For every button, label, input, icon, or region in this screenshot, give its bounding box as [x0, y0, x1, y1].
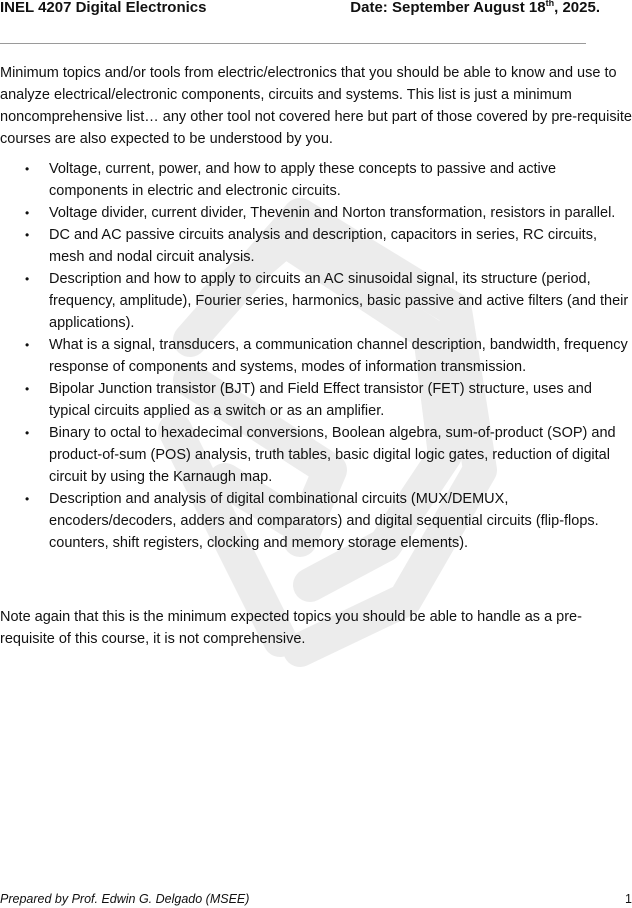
bullet-icon: • — [25, 206, 30, 220]
topic-text: Bipolar Junction transistor (BJT) and Field Effect transistor (FET) structure, uses and typical circuits applied as a switch or as an amplifier. — [49, 381, 592, 419]
prepared-by: Prepared by Prof. Edwin G. Delgado (MSEE) — [0, 892, 250, 906]
bullet-icon: • — [25, 272, 30, 286]
document-date — [350, 0, 600, 18]
bullet-icon: • — [25, 492, 30, 506]
date-ordinal-suffix: th — [545, 0, 555, 8]
bullet-icon: • — [25, 426, 30, 440]
topic-text: Voltage, current, power, and how to apply these concepts to passive and active components in electric and electronic circuits. — [49, 161, 557, 199]
bullet-icon: • — [25, 162, 30, 176]
page-header — [0, 0, 632, 20]
course-title: INEL 4207 Digital Electronics — [0, 0, 207, 16]
page-footer — [0, 890, 632, 908]
closing-note: Note again that this is the minimum expected topics you should be able to handle as a pre-requisite of this course, it is not comprehensive. — [0, 609, 582, 647]
topic-item — [0, 268, 632, 334]
date-end: , 2025. — [554, 0, 600, 16]
topic-item — [0, 202, 632, 224]
topic-item — [0, 158, 632, 202]
topic-item — [0, 224, 632, 268]
topic-text: DC and AC passive circuits analysis and description, capacitors in series, RC circuits, mesh and nodal circuit analysis. — [49, 227, 597, 265]
date-prefix: Date: September August 18 — [350, 0, 546, 16]
topics-list — [0, 158, 632, 554]
topic-text: Description and how to apply to circuits an AC sinusoidal signal, its structure (period, frequency, amplitude), Fourier series, harmonics, basic passive and active filters (and their applications). — [49, 271, 629, 331]
topic-text: What is a signal, transducers, a communication channel description, bandwidth, frequency response of components and systems, modes of information transmission. — [49, 337, 628, 375]
page-number: 1 — [625, 892, 632, 906]
header-divider — [0, 43, 586, 44]
topic-item — [0, 378, 632, 422]
topic-item — [0, 488, 632, 554]
bullet-icon: • — [25, 338, 30, 352]
topic-text: Binary to octal to hexadecimal conversions, Boolean algebra, sum-of-product (SOP) and product-of-sum (POS) analysis, truth tables, basic digital logic gates, reduction of digital circuit by using the Karnaugh map. — [49, 425, 616, 485]
intro-paragraph: Minimum topics and/or tools from electric/electronics that you should be able to know and use to analyze electrical/electronic components, circuits and systems. This list is just a minimum noncomprehensive list… any other tool not covered here but part of those covered by pre-requisite courses are also expected to be understood by you. — [0, 65, 632, 147]
topic-text: Voltage divider, current divider, Thevenin and Norton transformation, resistors in parallel. — [49, 205, 616, 221]
topic-item — [0, 422, 632, 488]
bullet-icon: • — [25, 382, 30, 396]
topic-text: Description and analysis of digital combinational circuits (MUX/DEMUX, encoders/decoders, adders and comparators) and digital sequential circuits (flip-flops. counters, shift registers, clocking and memory storage elements). — [49, 491, 599, 551]
bullet-icon: • — [25, 228, 30, 242]
topic-item — [0, 334, 632, 378]
